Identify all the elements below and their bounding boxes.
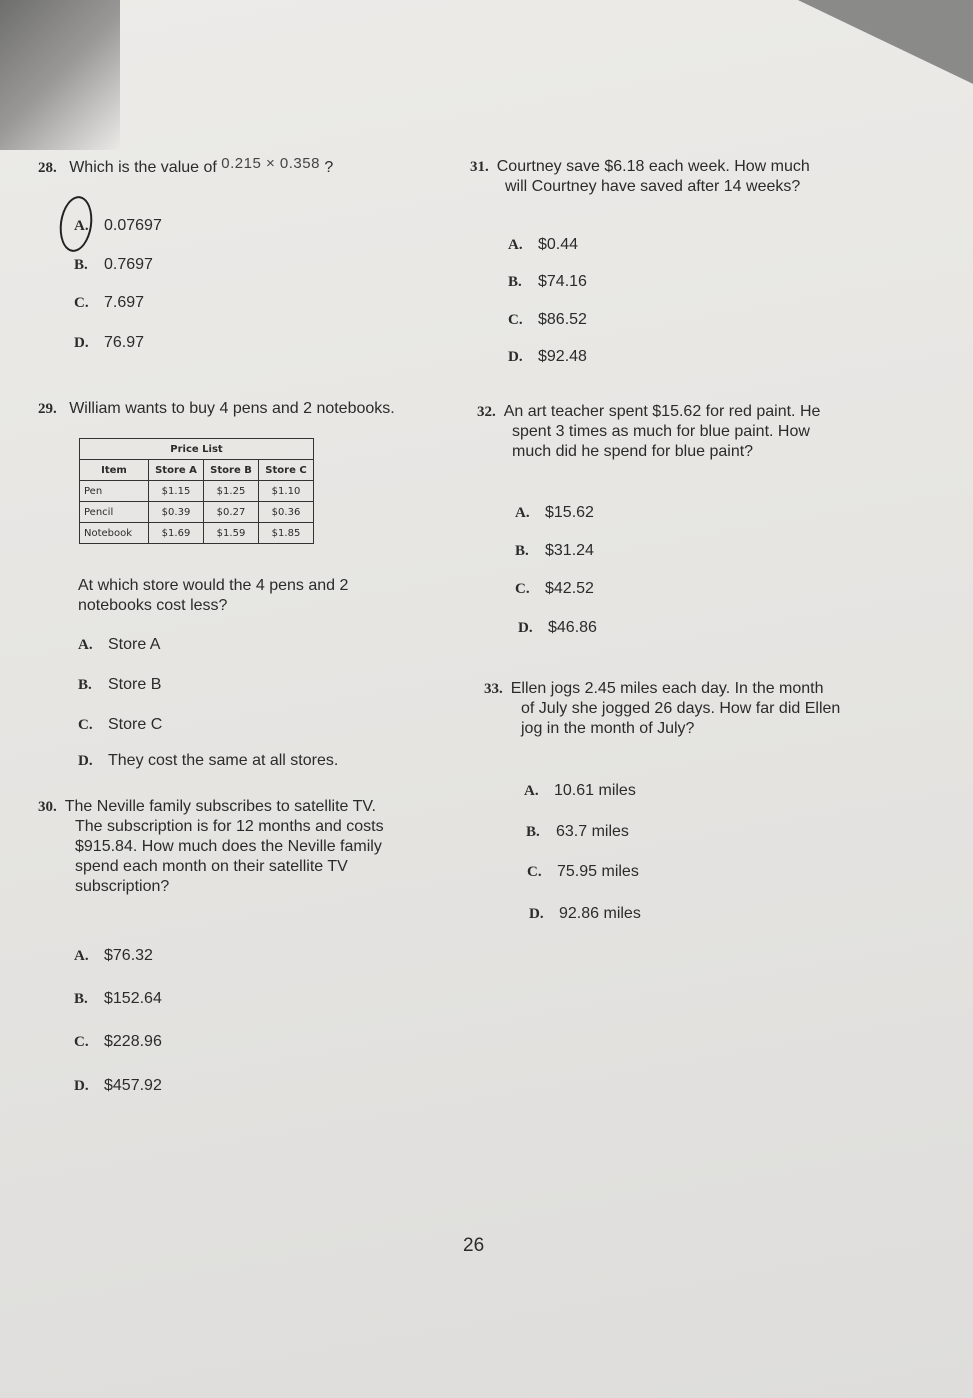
- q29-option-c[interactable]: C. Store C: [78, 716, 163, 733]
- question-29-prompt: At which store would the 4 pens and 2 notebooks cost less?: [78, 577, 349, 614]
- question-30-stem: 30. The Neville family subscribes to satellite TV. The subscription is for 12 months and costs $915.84. How much does the Neville family spend each month on their satellite TV subscription?: [38, 798, 384, 895]
- q33-option-a[interactable]: A. 10.61 miles: [524, 782, 636, 799]
- table-row: Notebook $1.69 $1.59 $1.85: [80, 523, 314, 544]
- question-number: 28.: [38, 160, 57, 176]
- q32-option-a[interactable]: A. $15.62: [515, 504, 594, 521]
- question-text: Which is the value of: [69, 159, 217, 176]
- q31-option-d[interactable]: D. $92.48: [508, 348, 587, 365]
- q32-option-b[interactable]: B. $31.24: [515, 542, 594, 559]
- q30-option-a[interactable]: A. $76.32: [74, 947, 153, 964]
- q33-option-c[interactable]: C. 75.95 miles: [527, 863, 639, 880]
- q30-option-d[interactable]: D. $457.92: [74, 1077, 162, 1094]
- page-number: 26: [463, 1235, 485, 1256]
- question-28-stem: [38, 155, 334, 178]
- q31-option-a[interactable]: A. $0.44: [508, 236, 579, 253]
- q31-option-c[interactable]: C. $86.52: [508, 311, 587, 328]
- table-row: Pen $1.15 $1.25 $1.10: [80, 481, 314, 502]
- q29-option-d[interactable]: D. They cost the same at all stores.: [78, 752, 339, 769]
- q33-option-b[interactable]: B. 63.7 miles: [526, 823, 629, 840]
- q28-option-d[interactable]: D. 76.97: [74, 334, 145, 351]
- math-expression: 0.215 × 0.358: [221, 155, 320, 172]
- question-mark: ?: [324, 159, 334, 176]
- q28-option-b[interactable]: B. 0.7697: [74, 256, 153, 273]
- q28-option-a[interactable]: A. 0.07697: [74, 217, 162, 234]
- q31-option-b[interactable]: B. $74.16: [508, 273, 587, 290]
- table-row: Pencil $0.39 $0.27 $0.36: [80, 502, 314, 523]
- q30-option-b[interactable]: B. $152.64: [74, 990, 162, 1007]
- question-33-stem: 33. Ellen jogs 2.45 miles each day. In the month of July she jogged 26 days. How far did Ellen jog in the month of July?: [484, 680, 841, 737]
- question-29-stem: 29. William wants to buy 4 pens and 2 notebooks.: [38, 400, 395, 417]
- price-list-table: [79, 438, 314, 544]
- question-32-stem: 32. An art teacher spent $15.62 for red paint. He spent 3 times as much for blue paint. How much did he spend for blue paint?: [477, 403, 821, 460]
- table-header-row: Item Store A Store B Store C: [80, 460, 314, 481]
- table-title: Price List: [80, 439, 314, 460]
- q33-option-d[interactable]: D. 92.86 miles: [529, 905, 641, 922]
- q32-option-c[interactable]: C. $42.52: [515, 580, 594, 597]
- q28-option-c[interactable]: C. 7.697: [74, 294, 145, 311]
- q29-option-a[interactable]: A. Store A: [78, 636, 161, 653]
- q32-option-d[interactable]: D. $46.86: [518, 619, 597, 636]
- q29-option-b[interactable]: B. Store B: [78, 676, 162, 693]
- question-31-stem: 31. Courtney save $6.18 each week. How much will Courtney have saved after 14 weeks?: [470, 158, 810, 195]
- page-shadow: [0, 0, 120, 150]
- q30-option-c[interactable]: C. $228.96: [74, 1033, 162, 1050]
